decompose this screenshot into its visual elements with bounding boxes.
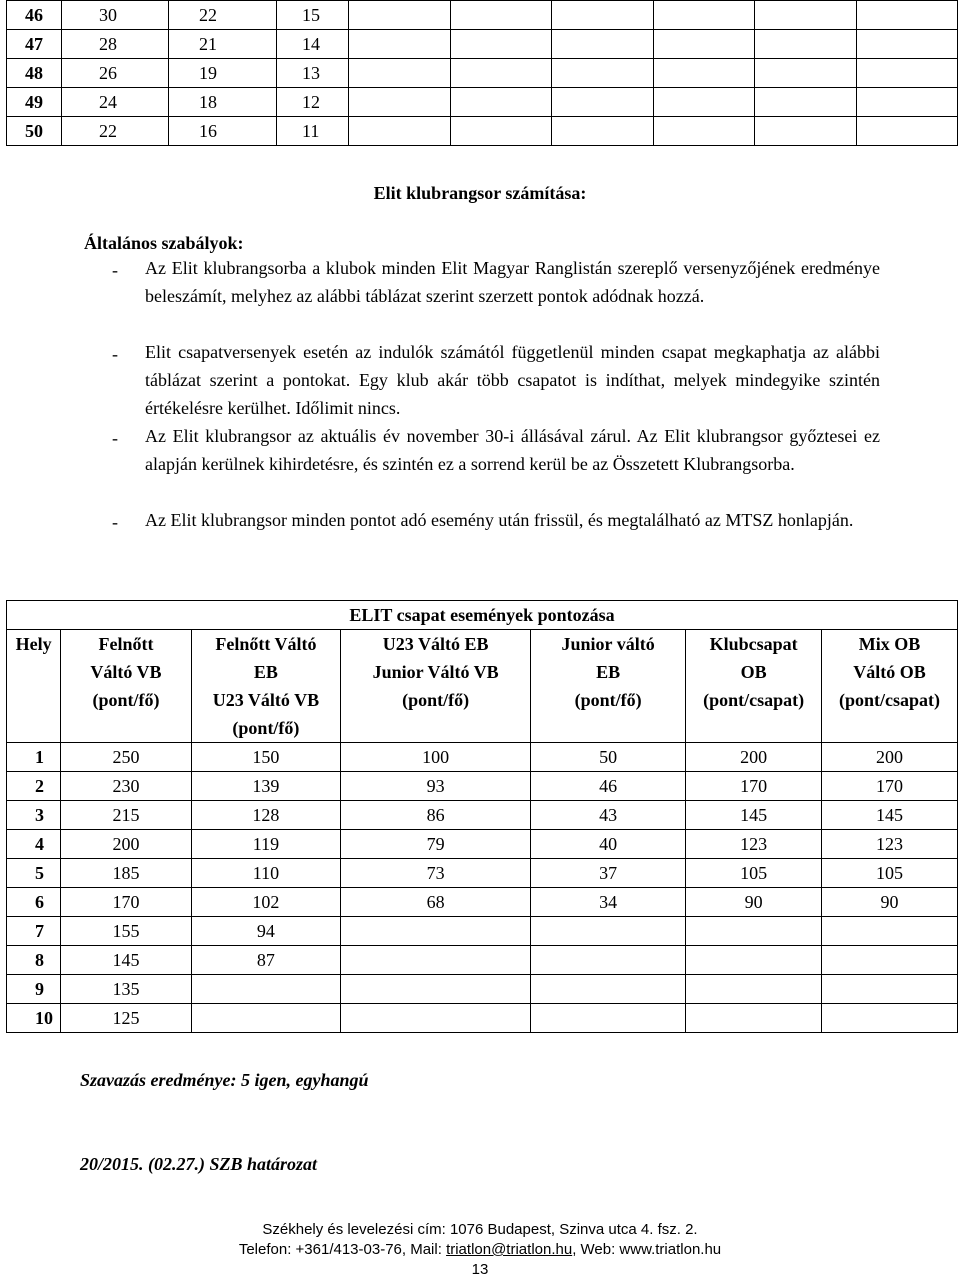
rank-cell: 46: [7, 1, 62, 30]
column-header-line: U23 Váltó VB: [212, 690, 320, 710]
points-cell: 135: [61, 975, 191, 1004]
empty-cell: [552, 59, 654, 88]
place-cell: 8: [7, 946, 61, 975]
place-cell: 6: [7, 888, 61, 917]
resolution-number: 20/2015. (02.27.) SZB határozat: [80, 1154, 318, 1174]
points-cell: 170: [686, 772, 822, 801]
points-cell: [531, 917, 686, 946]
footer-phone: Telefon: +361/413-03-76, Mail:: [238, 1241, 447, 1258]
table-row: [7, 743, 958, 772]
column-header-line: (pont/csapat): [703, 690, 805, 710]
empty-cell: [349, 30, 451, 59]
rule-item-1: Az Elit klubrangsorba a klubok minden Elit Magyar Ranglistán szereplő versenyzőjének eredménye beleszámít, melyhez az alábbi táblázat szerint szerzett pontok adódnak hozzá.: [145, 258, 880, 306]
points-cell: 12: [277, 88, 349, 117]
rules-heading: Általános szabályok:: [84, 233, 244, 253]
empty-cell: [653, 1, 755, 30]
column-header-line: (pont/csapat): [839, 690, 941, 710]
table-row: [7, 975, 958, 1004]
column-header-line: Junior váltó: [561, 634, 655, 654]
points-cell: 37: [531, 859, 686, 888]
empty-cell: [856, 30, 958, 59]
points-cell: 18: [169, 88, 277, 117]
points-cell: [341, 975, 531, 1004]
column-header-line: EB: [596, 662, 621, 682]
points-cell: 125: [61, 1004, 191, 1033]
empty-cell: [450, 59, 552, 88]
points-cell: 102: [191, 888, 341, 917]
points-cell: 13: [277, 59, 349, 88]
bullet-dash: -: [112, 428, 118, 448]
points-cell: 34: [531, 888, 686, 917]
points-cell: 22: [62, 117, 169, 146]
points-cell: 90: [686, 888, 822, 917]
place-cell: 1: [7, 743, 61, 772]
points-cell: [822, 1004, 958, 1033]
table-row: [7, 88, 958, 117]
place-cell: 2: [7, 772, 61, 801]
points-cell: [686, 975, 822, 1004]
points-cell: 215: [61, 801, 191, 830]
empty-cell: [450, 117, 552, 146]
column-header-line: (pont/fő): [92, 690, 160, 710]
bullet-dash: -: [112, 260, 118, 280]
points-cell: 105: [686, 859, 822, 888]
rule-item-3: Az Elit klubrangsor az aktuális év november 30-i állásával zárul. Az Elit klubrangsor győztesei ez alapján kerülnek kihirdetésre, és szintén ez a sorrend kerül be az Összetett Klubrangsorba.: [145, 426, 880, 474]
table-row: [7, 946, 958, 975]
points-cell: 123: [686, 830, 822, 859]
column-header: [531, 630, 686, 743]
empty-cell: [856, 117, 958, 146]
points-continuation-table: [6, 0, 958, 146]
points-cell: [191, 975, 341, 1004]
column-header-line: (pont/fő): [402, 690, 470, 710]
points-cell: 110: [191, 859, 341, 888]
points-cell: 128: [191, 801, 341, 830]
points-cell: 145: [61, 946, 191, 975]
points-cell: [531, 1004, 686, 1033]
column-header-line: Felnőtt: [98, 634, 154, 654]
empty-cell: [450, 88, 552, 117]
points-cell: 26: [62, 59, 169, 88]
points-cell: 40: [531, 830, 686, 859]
points-cell: 43: [531, 801, 686, 830]
table-row: [7, 859, 958, 888]
bullet-dash: -: [112, 344, 118, 364]
points-cell: 16: [169, 117, 277, 146]
points-cell: 200: [61, 830, 191, 859]
place-cell: 4: [7, 830, 61, 859]
empty-cell: [450, 1, 552, 30]
points-cell: 150: [191, 743, 341, 772]
points-cell: 105: [822, 859, 958, 888]
points-cell: [686, 1004, 822, 1033]
points-cell: 50: [531, 743, 686, 772]
column-header-line: Váltó OB: [853, 662, 926, 682]
empty-cell: [755, 59, 857, 88]
empty-cell: [653, 30, 755, 59]
empty-cell: [552, 117, 654, 146]
points-cell: 86: [341, 801, 531, 830]
points-cell: 145: [686, 801, 822, 830]
empty-cell: [856, 1, 958, 30]
bullet-dash: -: [112, 512, 118, 532]
page-footer: [0, 1220, 960, 1280]
column-header: [686, 630, 822, 743]
table-row: [7, 117, 958, 146]
table-row: [7, 830, 958, 859]
points-cell: 73: [341, 859, 531, 888]
points-cell: 46: [531, 772, 686, 801]
empty-cell: [349, 59, 451, 88]
points-cell: 93: [341, 772, 531, 801]
points-cell: 24: [62, 88, 169, 117]
points-cell: [822, 946, 958, 975]
points-cell: 11: [277, 117, 349, 146]
place-cell: 9: [7, 975, 61, 1004]
place-cell: 3: [7, 801, 61, 830]
table-row: [7, 801, 958, 830]
points-cell: [341, 917, 531, 946]
footer-contact: [0, 1240, 960, 1260]
points-cell: [686, 946, 822, 975]
empty-cell: [552, 1, 654, 30]
empty-cell: [653, 59, 755, 88]
vote-result: Szavazás eredménye: 5 igen, egyhangú: [80, 1070, 369, 1090]
rank-cell: 49: [7, 88, 62, 117]
points-cell: 87: [191, 946, 341, 975]
points-cell: 30: [62, 1, 169, 30]
empty-cell: [755, 1, 857, 30]
points-cell: [341, 946, 531, 975]
points-cell: 15: [277, 1, 349, 30]
table-row: [7, 59, 958, 88]
points-cell: [686, 917, 822, 946]
footer-address: Székhely és levelezési cím: 1076 Budapest, Szinva utca 4. fsz. 2.: [262, 1221, 698, 1238]
column-header-line: Felnőtt Váltó: [215, 634, 317, 654]
empty-cell: [552, 30, 654, 59]
table-title: ELIT csapat események pontozása: [7, 601, 958, 630]
points-cell: 68: [341, 888, 531, 917]
points-cell: 123: [822, 830, 958, 859]
column-header-line: OB: [740, 662, 767, 682]
column-header: [191, 630, 341, 743]
points-cell: [531, 946, 686, 975]
points-cell: 21: [169, 30, 277, 59]
column-header: [7, 630, 61, 743]
column-header-line: Mix OB: [858, 634, 921, 654]
empty-cell: [856, 88, 958, 117]
points-cell: 28: [62, 30, 169, 59]
rule-item-2: Elit csapatversenyek esetén az indulók számától függetlenül minden csapat megkaphatja az alábbi táblázat szerint a pontokat. Egy klub akár több csapatot is indíthat, melyek mindegyike szintén értékelésre kerülhet. Időlimit nincs.: [145, 342, 880, 418]
empty-cell: [755, 30, 857, 59]
points-cell: [531, 975, 686, 1004]
points-cell: 22: [169, 1, 277, 30]
empty-cell: [349, 117, 451, 146]
points-cell: 94: [191, 917, 341, 946]
points-cell: [822, 917, 958, 946]
empty-cell: [755, 117, 857, 146]
points-cell: [822, 975, 958, 1004]
column-header-line: U23 Váltó EB: [382, 634, 489, 654]
column-header-line: (pont/fő): [232, 718, 300, 738]
points-cell: 185: [61, 859, 191, 888]
points-cell: 250: [61, 743, 191, 772]
table-row: [7, 772, 958, 801]
points-cell: 200: [686, 743, 822, 772]
empty-cell: [552, 88, 654, 117]
table-row: [7, 917, 958, 946]
points-cell: 14: [277, 30, 349, 59]
footer-web: , Web: www.triatlon.hu: [572, 1241, 722, 1258]
page-number: 13: [471, 1261, 489, 1278]
points-cell: 79: [341, 830, 531, 859]
empty-cell: [653, 88, 755, 117]
points-cell: 200: [822, 743, 958, 772]
points-cell: [341, 1004, 531, 1033]
column-header-line: Hely: [15, 634, 52, 654]
column-header: [61, 630, 191, 743]
points-cell: 145: [822, 801, 958, 830]
section-title: [0, 183, 960, 204]
table-row: [7, 888, 958, 917]
place-cell: 5: [7, 859, 61, 888]
points-cell: 155: [61, 917, 191, 946]
section-title-text: Elit klubrangsor számítása:: [373, 183, 587, 203]
table-row: [7, 30, 958, 59]
elit-team-points-table: [6, 600, 958, 1033]
column-header-line: (pont/fő): [574, 690, 642, 710]
table-row: [7, 1004, 958, 1033]
column-header-line: Klubcsapat: [709, 634, 798, 654]
place-cell: 10: [7, 1004, 61, 1033]
column-header-line: Junior Váltó VB: [372, 662, 499, 682]
points-cell: [191, 1004, 341, 1033]
points-cell: 230: [61, 772, 191, 801]
rank-cell: 48: [7, 59, 62, 88]
points-cell: 170: [822, 772, 958, 801]
footer-email-link[interactable]: triatlon@triatlon.hu: [446, 1241, 573, 1258]
place-cell: 7: [7, 917, 61, 946]
points-cell: 19: [169, 59, 277, 88]
empty-cell: [856, 59, 958, 88]
rank-cell: 50: [7, 117, 62, 146]
empty-cell: [653, 117, 755, 146]
points-cell: 100: [341, 743, 531, 772]
points-cell: 90: [822, 888, 958, 917]
column-header-line: EB: [253, 662, 278, 682]
empty-cell: [450, 30, 552, 59]
rank-cell: 47: [7, 30, 62, 59]
empty-cell: [349, 88, 451, 117]
empty-cell: [349, 1, 451, 30]
rule-item-4: Az Elit klubrangsor minden pontot adó esemény után frissül, és megtalálható az MTSZ honlapján.: [145, 510, 854, 530]
points-cell: 119: [191, 830, 341, 859]
points-cell: 170: [61, 888, 191, 917]
table-row: [7, 1, 958, 30]
column-header: [822, 630, 958, 743]
empty-cell: [755, 88, 857, 117]
points-cell: 139: [191, 772, 341, 801]
column-header-line: Váltó VB: [90, 662, 162, 682]
column-header: [341, 630, 531, 743]
